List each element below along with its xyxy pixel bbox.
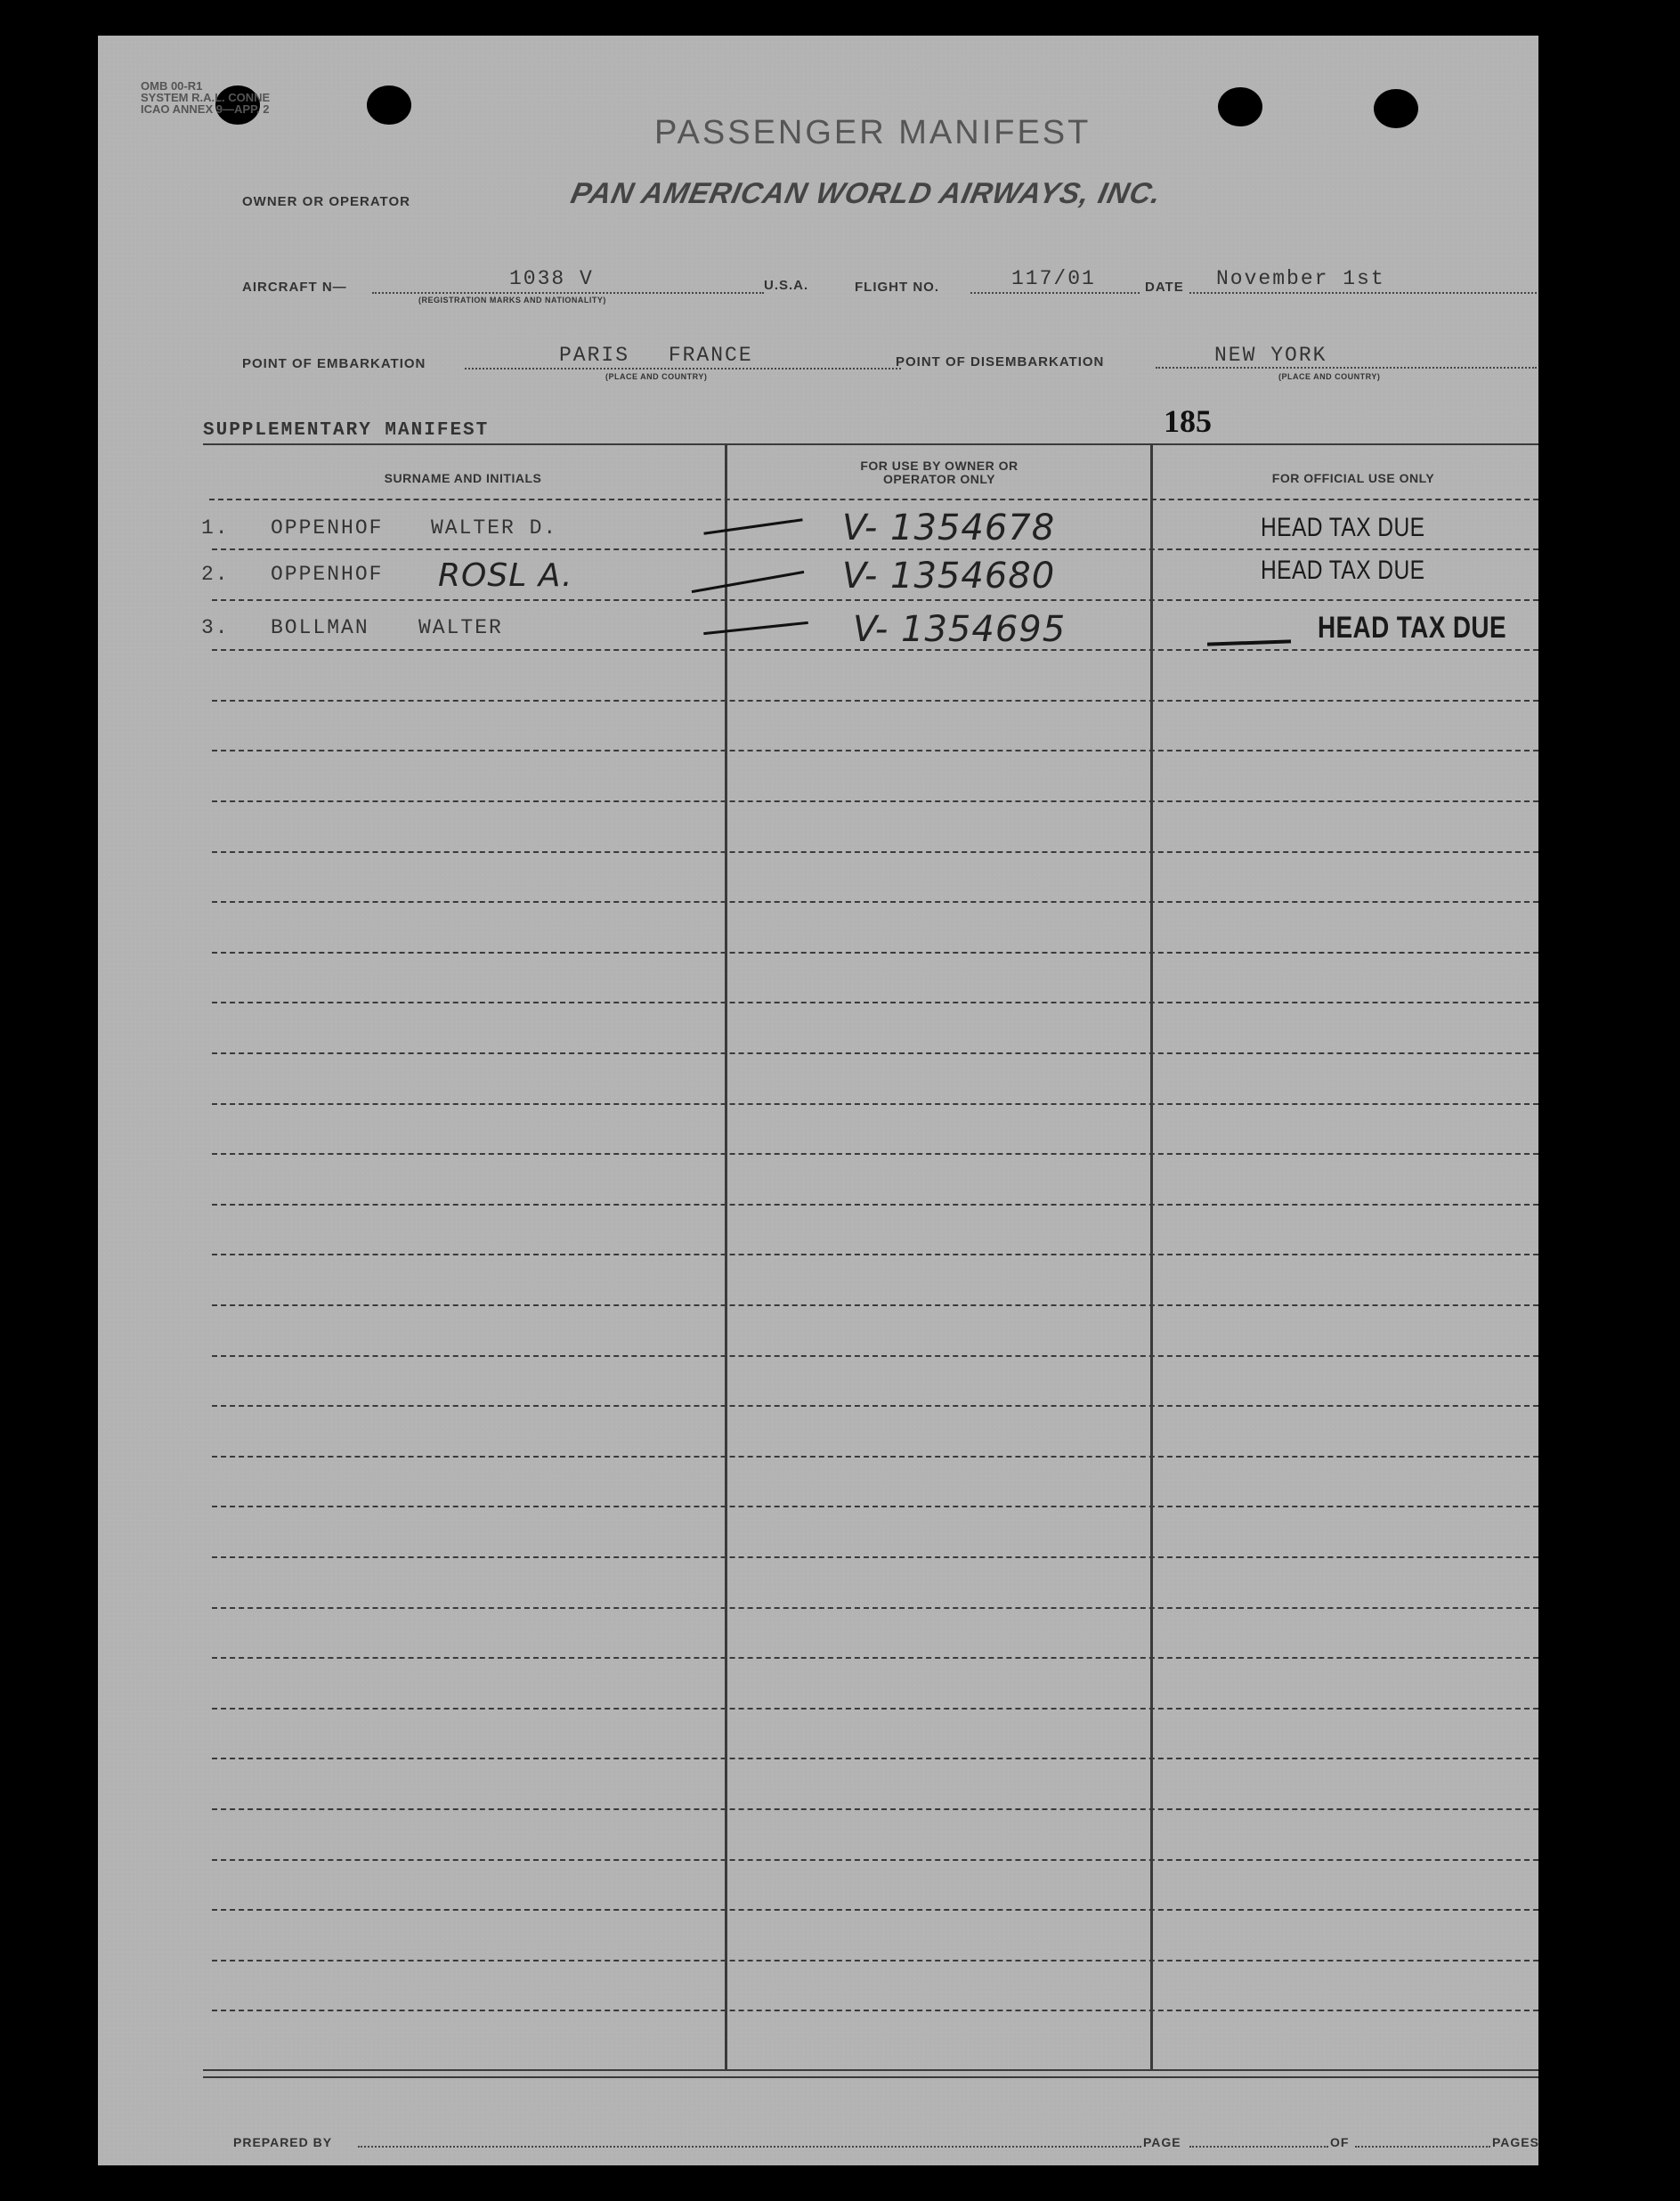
owner-value: PAN AMERICAN WORLD AIRWAYS, INC. [568, 176, 1165, 209]
ruled-row-line [212, 700, 1538, 702]
regulation-line: SYSTEM R.A.L. CONNE [141, 91, 271, 104]
row-number: 3. [201, 616, 230, 639]
place-country-note: (PLACE AND COUNTRY) [1278, 372, 1381, 381]
flight-underline [970, 292, 1140, 294]
ruled-row-line [212, 548, 1538, 550]
official-stamp: HEAD TAX DUE [1261, 556, 1425, 585]
prepared-by-label: PREPARED BY [233, 2135, 333, 2149]
row-number: 1. [201, 516, 230, 540]
passenger-surname: BOLLMAN [271, 616, 369, 639]
table-bottom-line [203, 2076, 1538, 2078]
header-divider [209, 499, 1538, 500]
embarkation-value: PARIS FRANCE [559, 344, 753, 367]
page-underline [1189, 2146, 1328, 2148]
ruled-row-line [212, 1204, 1538, 1206]
of-label: OF [1330, 2135, 1350, 2149]
page-label: PAGE [1143, 2135, 1181, 2149]
disembarkation-label: POINT OF DISEMBARKATION [896, 354, 1105, 370]
ruled-row-line [212, 800, 1538, 802]
punch-hole [1374, 89, 1418, 128]
passenger-surname: OPPENHOF [271, 516, 384, 540]
regulation-line: OMB 00-R1 [141, 79, 203, 93]
disembarkation-value: NEW YORK [1214, 344, 1327, 367]
owner-note: V- 1354695 [853, 609, 1067, 650]
registration-note: (REGISTRATION MARKS AND NATIONALITY) [418, 296, 606, 305]
date-label: DATE [1145, 280, 1184, 295]
ruled-row-line [212, 851, 1538, 853]
ruled-row-line [212, 1506, 1538, 1507]
row-number: 2. [201, 563, 230, 586]
ruled-row-line [212, 2010, 1538, 2011]
regulation-line: ICAO ANNEX 9—APP. 2 [141, 102, 270, 116]
punch-hole [1218, 87, 1262, 126]
ruled-row-line [212, 1052, 1538, 1054]
ruled-row-line [212, 1808, 1538, 1810]
ruled-row-line [212, 1304, 1538, 1306]
passenger-given: WALTER D. [431, 516, 558, 540]
flight-label: FLIGHT NO. [855, 280, 939, 295]
column-divider [725, 445, 727, 2070]
ruled-row-line [212, 1607, 1538, 1609]
punch-hole [367, 85, 411, 125]
ruled-row-line [212, 1960, 1538, 1961]
ruled-row-line [212, 1153, 1538, 1155]
ruled-row-line [212, 750, 1538, 751]
disembarkation-underline [1156, 367, 1537, 369]
header-name: SURNAME AND INITIALS [384, 471, 542, 485]
date-value: November 1st [1216, 267, 1385, 290]
header-official: FOR OFFICIAL USE ONLY [1271, 471, 1435, 485]
owner-note: V- 1354678 [842, 508, 1056, 548]
form-title: PASSENGER MANIFEST [654, 114, 1092, 151]
aircraft-underline [372, 292, 764, 294]
owner-label: OWNER OR OPERATOR [242, 194, 410, 209]
passenger-given: WALTER [418, 616, 503, 639]
ruled-row-line [212, 952, 1538, 954]
passenger-given: ROSL A. [438, 557, 573, 594]
prepared-by-underline [358, 2146, 1141, 2148]
ruled-row-line [212, 1405, 1538, 1407]
ruled-row-line [212, 1103, 1538, 1105]
supplementary-label: SUPPLEMENTARY MANIFEST [203, 420, 490, 441]
embarkation-label: POINT OF EMBARKATION [242, 356, 426, 371]
embarkation-underline [465, 368, 901, 370]
ruled-row-line [212, 599, 1538, 601]
owner-note: V- 1354680 [842, 556, 1056, 597]
supplementary-underline [203, 443, 1538, 445]
ruled-row-line [212, 1708, 1538, 1710]
passenger-surname: OPPENHOF [271, 563, 384, 586]
column-divider [1150, 445, 1153, 2070]
ruled-row-line [212, 1002, 1538, 1003]
ruled-row-line [212, 1909, 1538, 1911]
pages-label: PAGES [1492, 2135, 1539, 2149]
usa-label: U.S.A. [764, 278, 809, 293]
ruled-row-line [212, 1859, 1538, 1861]
official-stamp: HEAD TAX DUE [1318, 611, 1506, 645]
ruled-row-line [212, 1456, 1538, 1458]
official-stamp: HEAD TAX DUE [1261, 513, 1425, 542]
ruled-row-line [212, 1657, 1538, 1659]
ruled-row-line [212, 1355, 1538, 1357]
ruled-row-line [212, 901, 1538, 903]
place-country-note: (PLACE AND COUNTRY) [605, 372, 708, 381]
ruled-row-line [212, 1254, 1538, 1255]
ruled-row-line [212, 1556, 1538, 1558]
flight-value: 117/01 [1011, 267, 1096, 290]
table-bottom-line [203, 2069, 1538, 2071]
aircraft-value: 1038 V [509, 267, 594, 290]
sheet-number: 185 [1164, 403, 1212, 439]
ruled-row-line [212, 1758, 1538, 1759]
of-underline [1355, 2146, 1490, 2148]
header-owner: FOR USE BY OWNER OR OPERATOR ONLY [860, 459, 1019, 486]
regulation-note [141, 80, 270, 115]
date-underline [1189, 292, 1537, 294]
aircraft-label: AIRCRAFT N— [242, 280, 347, 295]
